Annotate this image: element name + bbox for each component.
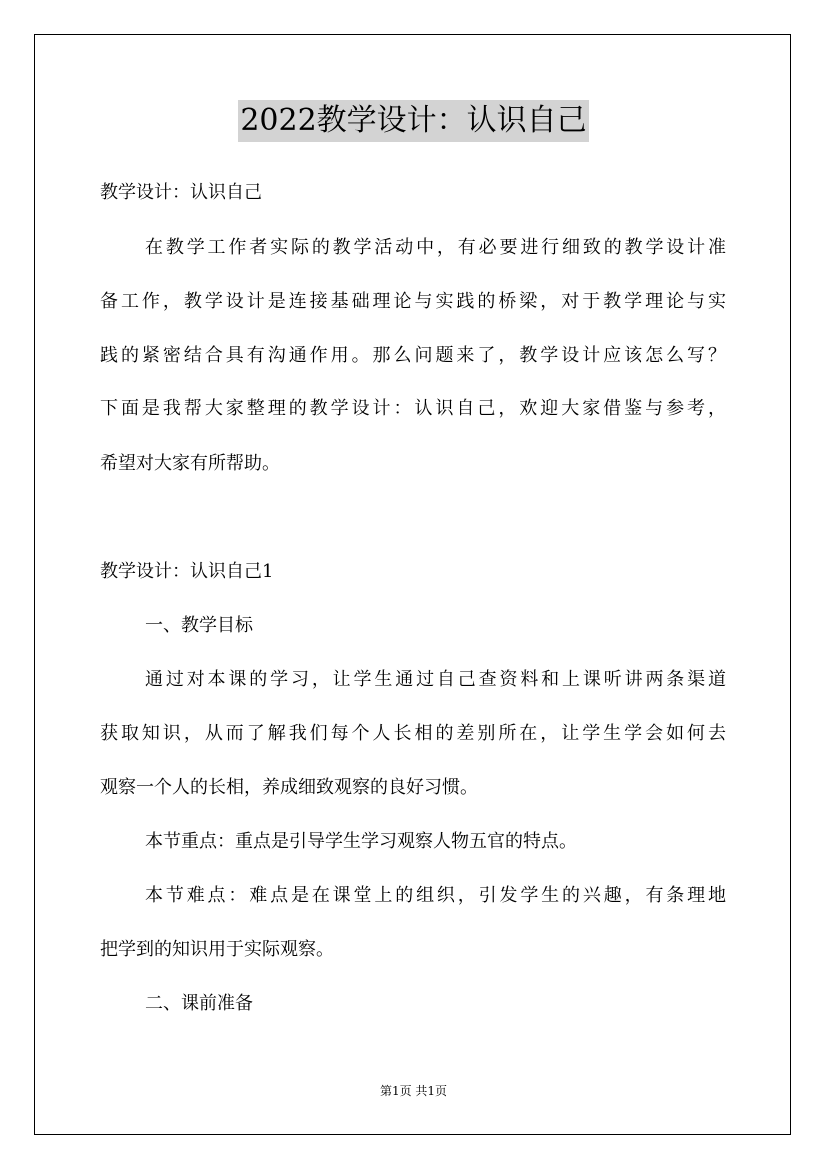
- paragraph-line: 备工作，教学设计是连接基础理论与实践的桥梁，对于教学理论与实: [100, 291, 726, 312]
- page-footer: 第1页 共1页: [379, 1084, 448, 1098]
- subsection-heading: 二、课前准备: [145, 993, 253, 1014]
- title-container: [0, 100, 827, 142]
- difficulty-line: 本节难点：难点是在课堂上的组织，引发学生的兴趣，有条理地: [145, 885, 726, 906]
- section-heading: 教学设计：认识自己1: [100, 561, 274, 582]
- document-title: 2022教学设计：认识自己: [238, 100, 588, 142]
- intro-heading: 教学设计：认识自己: [100, 182, 262, 203]
- subsection-heading: 一、教学目标: [145, 615, 253, 636]
- paragraph-line: 在教学工作者实际的教学活动中，有必要进行细致的教学设计准: [145, 237, 726, 258]
- paragraph-line: 下面是我帮大家整理的教学设计：认识自己，欢迎大家借鉴与参考，: [100, 398, 726, 419]
- paragraph-line: 践的紧密结合具有沟通作用。那么问题来了，教学设计应该怎么写？: [100, 345, 726, 366]
- paragraph-line: 希望对大家有所帮助。: [100, 453, 280, 474]
- paragraph-line: 获取知识，从而了解我们每个人长相的差别所在，让学生学会如何去: [100, 723, 726, 744]
- paragraph-line: 通过对本课的学习，让学生通过自己查资料和上课听讲两条渠道: [145, 669, 726, 690]
- paragraph-line: 观察一个人的长相，养成细致观察的良好习惯。: [100, 777, 478, 798]
- paragraph-line: 把学到的知识用于实际观察。: [100, 939, 334, 960]
- key-point-line: 本节重点：重点是引导学生学习观察人物五官的特点。: [145, 831, 577, 852]
